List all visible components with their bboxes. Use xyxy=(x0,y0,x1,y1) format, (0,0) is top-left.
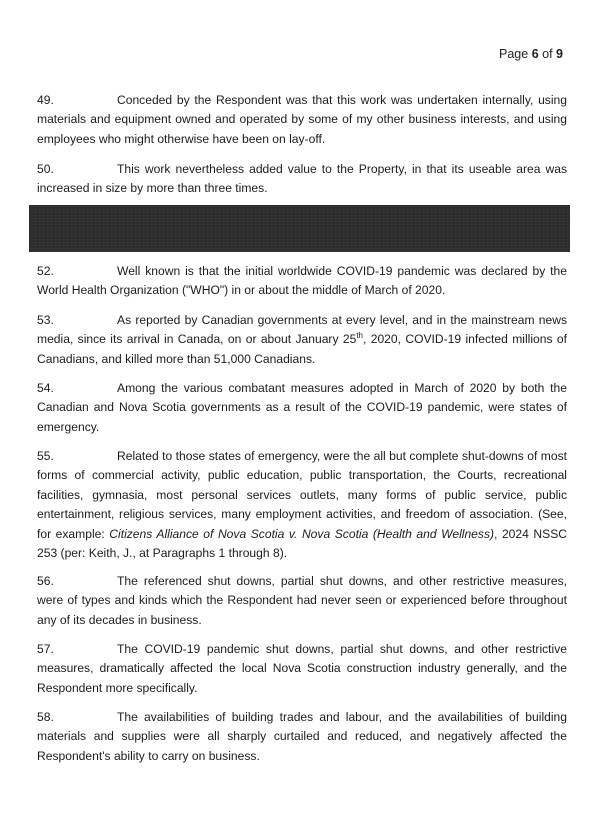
page-current: 6 xyxy=(531,47,539,61)
paragraph-text: The COVID-19 pandemic shut downs, partial shut downs, and other restrictive measures, dramatically affected the local Nova Scotia construction industry generally, and the Respondent more specifically. xyxy=(37,642,567,695)
redacted-paragraph xyxy=(29,205,570,252)
paragraph-number: 58. xyxy=(37,710,54,724)
paragraph-number: 55. xyxy=(37,449,54,463)
paragraph-text: Well known is that the initial worldwide COVID-19 pandemic was declared by the World Health Organization ("WHO") in or about the middle of March of 2020. xyxy=(37,264,567,298)
page-prefix: Page xyxy=(499,47,529,61)
ordinal-suffix: th xyxy=(356,331,363,341)
page-of: of xyxy=(542,47,553,61)
paragraph-text: As reported by Canadian governments at every level, and in the mainstream news media, since its arrival in Canada, on or about January 25 xyxy=(37,313,567,347)
paragraph-text: The availabilities of building trades and labour, and the availabilities of building materials and supplies were all sharply curtailed and reduced, and negatively affected the Respondent's ability to carry on business. xyxy=(37,710,567,763)
paragraph-56 xyxy=(37,572,567,630)
page-number xyxy=(499,47,563,61)
paragraph-text: This work nevertheless added value to the Property, in that its useable area was increased in size by more than three times. xyxy=(37,162,567,196)
paragraph-text-cont: , 2024 NSSC 253 (per: Keith, J., at Paragraphs 1 through 8). xyxy=(37,526,567,561)
paragraph-number: 52. xyxy=(37,264,54,278)
paragraph-57 xyxy=(37,640,567,698)
paragraph-49 xyxy=(37,91,567,149)
paragraph-text: Related to those states of emergency, were the all but complete shut-downs of most forms of commercial activity, public education, public transportation, the Courts, recreational facilities, gymnasia, most personal services outlets, many forms of public service, public entertainment, religious services, many employment activities, and freedom of association. (See, for example: xyxy=(37,449,567,541)
paragraph-text: Conceded by the Respondent was that this work was undertaken internally, using materials and equipment owned and operated by some of my other business interests, and using employees who might otherwise have been on lay-off. xyxy=(37,93,567,146)
paragraph-53 xyxy=(37,311,567,369)
paragraph-54 xyxy=(37,379,567,437)
paragraph-number: 54. xyxy=(37,381,54,395)
paragraph-50 xyxy=(37,160,567,199)
paragraph-52 xyxy=(37,262,567,301)
paragraph-55 xyxy=(37,447,567,563)
paragraph-number: 56. xyxy=(37,574,54,588)
paragraph-number: 49. xyxy=(37,93,54,107)
page-total: 9 xyxy=(556,47,563,61)
paragraph-number: 50. xyxy=(37,162,54,176)
paragraph-number: 57. xyxy=(37,642,54,656)
paragraph-text: The referenced shut downs, partial shut downs, and other restrictive measures, were of types and kinds which the Respondent had never seen or experienced before throughout any of its decades in business. xyxy=(37,574,567,627)
paragraph-58 xyxy=(37,708,567,766)
paragraph-number: 53. xyxy=(37,313,54,327)
paragraph-text-cont: , 2020, COVID-19 infected millions of Canadians, and killed more than 51,000 Canadians. xyxy=(37,332,567,366)
paragraph-text: Among the various combatant measures adopted in March of 2020 by both the Canadian and Nova Scotia governments as a result of the COVID-19 pandemic, were states of emergency. xyxy=(37,381,567,434)
case-citation: Citizens Alliance of Nova Scotia v. Nova Scotia (Health and Wellness) xyxy=(109,526,495,541)
